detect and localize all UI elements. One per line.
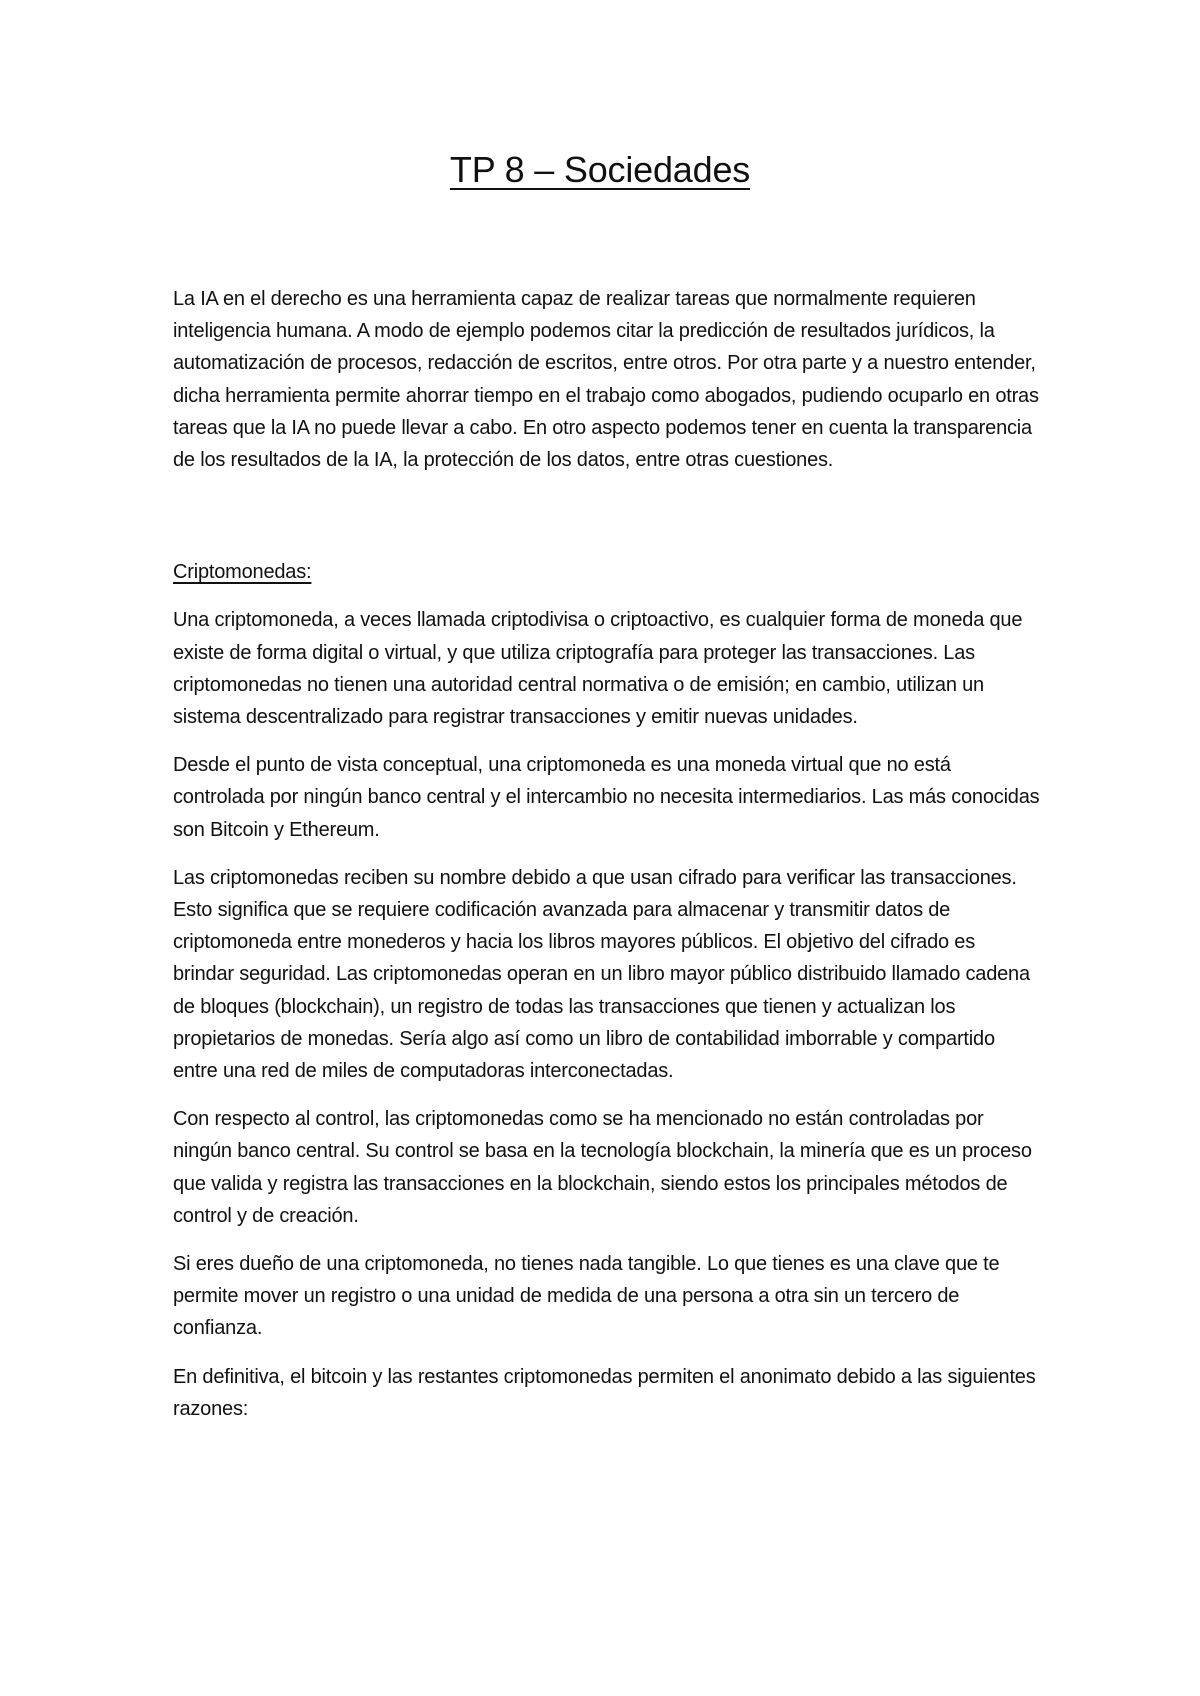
paragraph-definicion: Una criptomoneda, a veces llamada criptodivisa o criptoactivo, es cualquier forma de moneda que existe de forma digital o virtual, y que utiliza criptografía para proteger las transacciones. Las criptomonedas no tienen una autoridad central normativa o de emisión; en cambio, utilizan un sistema descentralizado para registrar transacciones y emitir nuevas unidades. — [173, 609, 1023, 729]
document-title: TP 8 – Sociedades — [449, 149, 751, 190]
section-heading-criptomonedas: Criptomonedas: — [173, 561, 312, 584]
paragraph-anonimato: En definitiva, el bitcoin y las restantes criptomonedas permiten el anonimato debido a las siguientes razones: — [173, 1365, 1036, 1420]
paragraph-concepto: Desde el punto de vista conceptual, una criptomoneda es una moneda virtual que no está controlada por ningún banco central y el intercambio no necesita intermediarios. Las más conocidas son Bitcoin y Ethereum. — [173, 754, 1040, 841]
paragraph-cifrado: Las criptomonedas reciben su nombre debido a que usan cifrado para verificar las transacciones. Esto significa que se requiere codificación avanzada para almacenar y transmitir datos de criptomoneda entre monederos y hacia los libros mayores públicos. El objetivo del cifrado es brindar seguridad. Las criptomonedas operan en un libro mayor público distribuido llamado cadena de bloques (blockchain), un registro de todas las transacciones que tienen y actualizan los propietarios de monedas. Sería algo así como un libro de contabilidad imborrable y compartido entre una red de miles de computadoras interconectadas. — [173, 866, 1030, 1083]
paragraph-propiedad: Si eres dueño de una criptomoneda, no tienes nada tangible. Lo que tienes es una clave que te permite mover un registro o una unidad de medida de una persona a otra sin un tercero de confianza. — [173, 1253, 1000, 1340]
paragraph-control: Con respecto al control, las criptomonedas como se ha mencionado no están controladas por ningún banco central. Su control se basa en la tecnología blockchain, la minería que es un proceso que valida y registra las transacciones en la blockchain, siendo estos los principales métodos de control y de creación. — [173, 1108, 1032, 1227]
document-body — [173, 283, 1041, 1441]
intro-paragraph: La IA en el derecho es una herramienta capaz de realizar tareas que normalmente requieren inteligencia humana. A modo de ejemplo podemos citar la predicción de resultados jurídicos, la automatización de procesos, redacción de escritos, entre otros. Por otra parte y a nuestro entender, dicha herramienta permite ahorrar tiempo en el trabajo como abogados, pudiendo ocuparlo en otras tareas que la IA no puede llevar a cabo. En otro aspecto podemos tener en cuenta la transparencia de los resultados de la IA, la protección de los datos, entre otras cuestiones. — [173, 288, 1039, 472]
